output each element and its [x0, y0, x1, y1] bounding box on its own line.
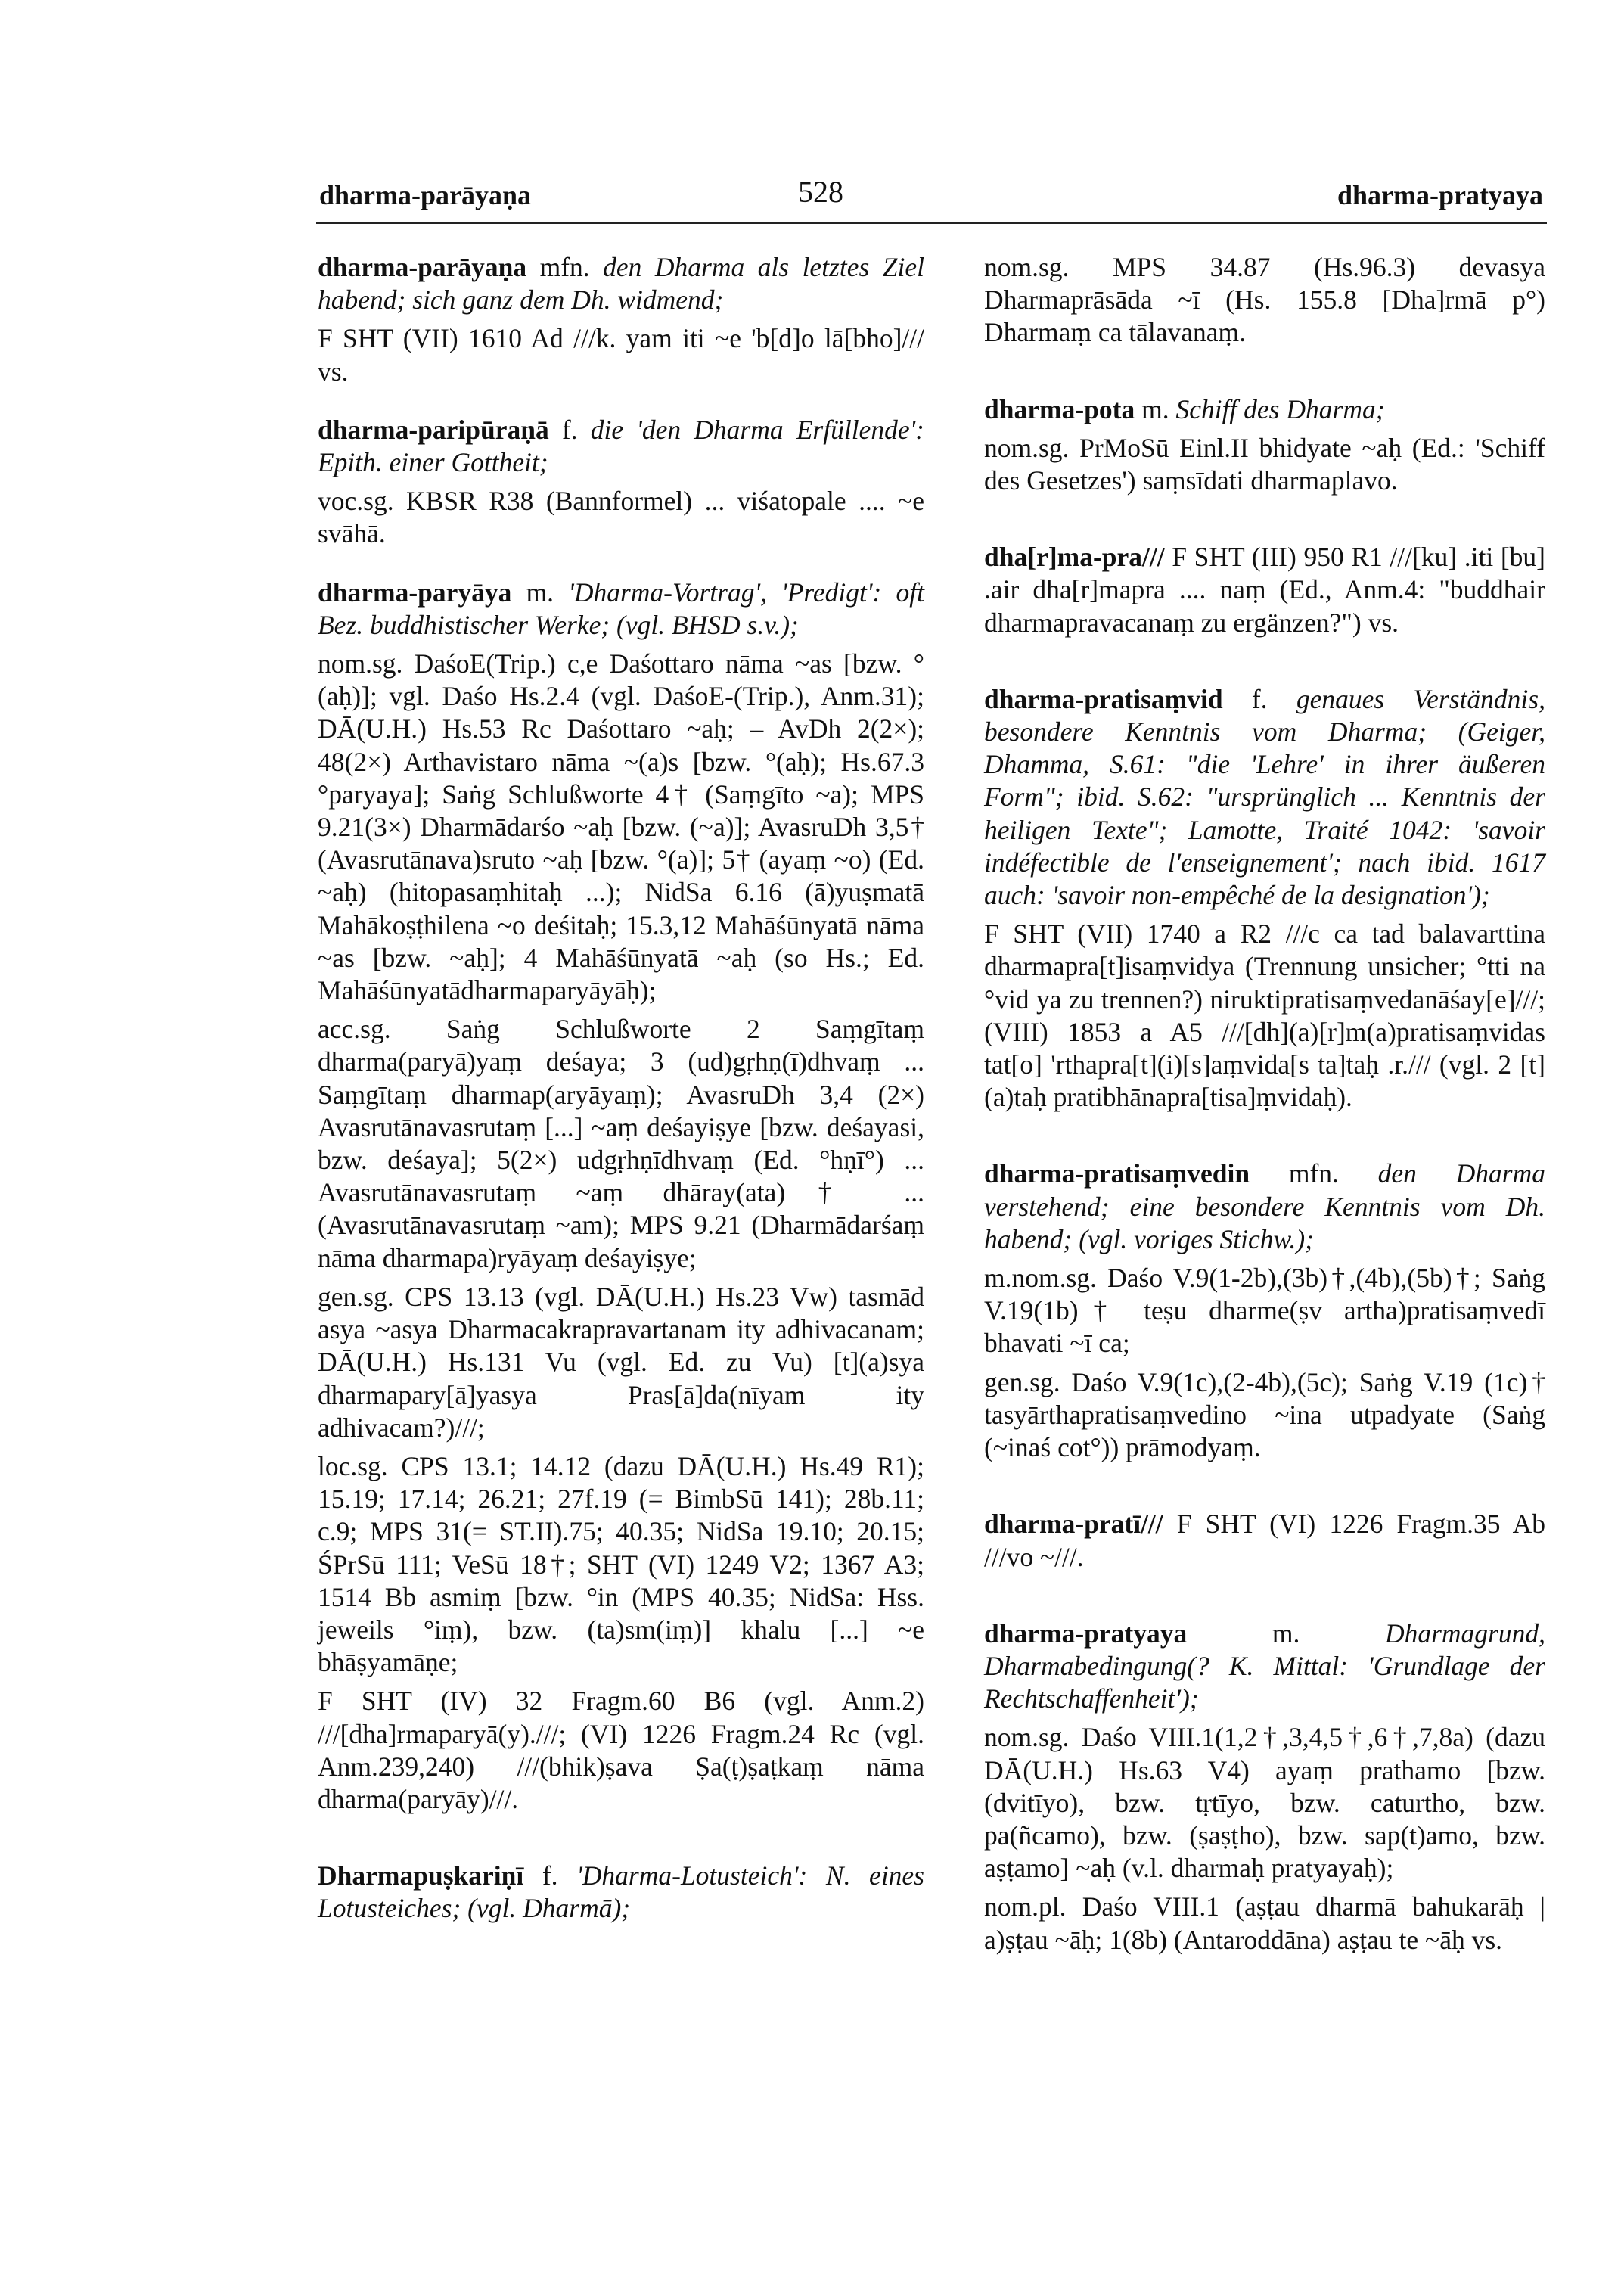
page-number: 528	[798, 175, 843, 209]
entry-grammar: mfn.	[526, 252, 604, 282]
entry-head	[984, 683, 1545, 912]
entry-citation: F SHT (VII) 1740 a R2 ///c ca tad balavarttina dharmapra[t]isaṃvidya (Trennung unsicher; °tti na °vid ya zu trennen?) niruktipratisaṃvedanāśay[e]///; (VIII) 1853 a A5 ///[dh](a)[r]m(a)pratisaṃvidas tat[o] 'rthapra[t](i)[s]aṃvida[s ta]taḥ .r./// (vgl. 2 [t](a)taḥ pratibhānapra[tisa]ṃvidaḥ).	[984, 918, 1545, 1113]
entry-head	[318, 1860, 924, 1925]
entry-grammar: mfn.	[1250, 1158, 1378, 1189]
entry-definition: genaues Verständnis, besondere Kenntnis vom Dharma; (Geiger, Dhamma, S.61: "die 'Lehre' in ihrer äußeren Form"; ibid. S.62: "ursprünglich ... Kenntnis der heiligen Texte"; Lamotte, Traité 1042: 'savoir indéfectible de l'enseignement'; nach ibid. 1617 auch: 'savoir non-empêché de la designation');	[984, 683, 1545, 911]
entry-citation-gen-sg: gen.sg. Daśo V.9(1c),(2-4b),(5c); Saṅg V.19 (1c)† tasyārthapratisaṃvedino ~ina utpadyate (Saṅg (~inaś cot°)) prāmodyaṃ.	[984, 1366, 1545, 1463]
entry-definition: den Dharma als letztes Ziel habend; sich ganz dem Dh. widmend;	[318, 252, 924, 315]
entry-citation: voc.sg. KBSR R38 (Bannformel) ... viśatopale .... ~e svāhā.	[318, 486, 924, 549]
entry-body: F SHT (VI) 1226 Fragm.35 Ab ///vo ~///.	[984, 1509, 1545, 1572]
entry-citation-nom-sg: nom.sg. Daśo VIII.1(1,2†,3,4,5†,6†,7,8a) (dazu DĀ(U.H.) Hs.63 V4) ayaṃ prathamo [bzw. (dvitīyo), bzw. tṛtīyo, bzw. caturtho, bzw. pa(ñcamo), bzw. (ṣaṣṭho), bzw. sap(t)amo, bzw. aṣṭamo] ~aḥ (v.l. dharmaḥ pratyayaḥ);	[984, 1722, 1545, 1884]
entry-citation-nom-sg: nom.sg. DaśoE(Trip.) c,e Daśottaro nāma ~as [bzw. °(aḥ)]; vgl. Daśo Hs.2.4 (vgl. DaśoE-(Trip.), Anm.31); DĀ(U.H.) Hs.53 Rc Daśottaro ~aḥ; – AvDh 2(2×); 48(2×) Arthavistaro nāma ~(a)s [bzw. °(aḥ); Hs.67.3 °paryaya]; Saṅg Schlußworte 4† (Saṃgīto ~a); MPS 9.21(3×) Dharmādarśo ~aḥ [bzw. (~a)]; AvasruDh 3,5† (Avasrutānava)sruto ~aḥ [bzw. °(a)]; 5† (ayaṃ ~o) (Ed. ~aḥ) (hitopasaṃhitaḥ ...); NidSa 6.16 (ā)yuṣmatā Mahākoṣṭhilena ~o deśitaḥ; 15.3,12 Mahāśūnyatā nāma ~as [bzw. ~aḥ]; 4 Mahāśūnyatā ~aḥ (so Hs.; Ed. Mahāśūnyatādharmaparyāyāḥ);	[318, 648, 924, 1006]
entry-citation: nom.sg. MPS 34.87 (Hs.96.3) devasya Dharmaprāsāda ~ī (Hs. 155.8 [Dha]rmā p°) Dharmaṃ ca tālavanaṃ.	[984, 252, 1545, 348]
entry-definition: Schiff des Dharma;	[1175, 393, 1385, 424]
dictionary-entry	[984, 1158, 1545, 1464]
entry-head	[984, 1158, 1545, 1256]
entry-head	[318, 414, 924, 479]
entry-definition: den Dharma verstehend; eine besondere Kenntnis vom Dh. habend; (vgl. voriges Stichw.);	[984, 1158, 1545, 1254]
dictionary-entry	[318, 576, 924, 1816]
entry-headword: dharma-pota	[984, 393, 1135, 424]
entry-grammar: f.	[548, 414, 591, 445]
entry-headword: dha[r]ma-pra///	[984, 542, 1165, 573]
entry-grammar: f.	[523, 1860, 577, 1891]
entry-citation-nom-sg: m.nom.sg. Daśo V.9(1-2b),(3b)†,(4b),(5b)†; Saṅg V.19(1b)† teṣu dharme(ṣv artha)pratisaṃvedī bhavati ~ī ca;	[984, 1263, 1545, 1359]
dictionary-entry	[984, 1618, 1545, 1956]
dictionary-entry	[318, 1860, 924, 1925]
entry-citation-fragments: F SHT (IV) 32 Fragm.60 B6 (vgl. Anm.2) ///[dha]rmaparyā(y).///; (VI) 1226 Fragm.24 Rc (vgl. Anm.239,240) ///(bhik)ṣava Ṣa(ṭ)ṣaṭkaṃ nāma dharma(paryāy)///.	[318, 1686, 924, 1814]
entry-headword: dharma-pratisaṃvedin	[984, 1158, 1250, 1189]
entry-citation-nom-pl: nom.pl. Daśo VIII.1 (aṣṭau dharmā bahukarāḥ | a)ṣṭau ~āḥ; 1(8b) (Antaroddāna) aṣṭau te ~āḥ vs.	[984, 1891, 1545, 1955]
entry-citation-loc-sg: loc.sg. CPS 13.1; 14.12 (dazu DĀ(U.H.) Hs.49 R1); 15.19; 17.14; 26.21; 27f.19 (= BimbSū 141); 28b.11; c.9; MPS 31(= ST.II).75; 40.35; NidSa 19.10; 20.15; ŚPrSū 111; VeSū 18†; SHT (VI) 1249 V2; 1367 A3; 1514 Bb asmiṃ [bzw. °in (MPS 40.35; NidSa: Hss. jeweils °iṃ), bzw. (ta)sm(iṃ)] khalu [...] ~e bhāṣyamāṇe;	[318, 1450, 924, 1678]
entry-grammar: m.	[511, 576, 569, 608]
entry-head	[984, 541, 1545, 639]
dictionary-entry-continued	[984, 251, 1545, 350]
entry-citation-gen-sg: gen.sg. CPS 13.13 (vgl. DĀ(U.H.) Hs.23 Vw) tasmād asya ~asya Dharmacakrapravartanam ity adhivacanam; DĀ(U.H.) Hs.131 Vu (vgl. Ed. zu Vu) [t](a)sya dharmapary[ā]yasya Pras[ā]da(nīyam ity adhivacam?)///;	[318, 1281, 924, 1443]
entry-headword: Dharmapuṣkariṇī	[318, 1860, 524, 1891]
entry-grammar: m.	[1135, 393, 1176, 424]
entry-head	[318, 576, 924, 642]
running-head-left: dharma-parāyaṇa	[319, 180, 532, 210]
entry-citation: nom.sg. PrMoSū Einl.II bhidyate ~aḥ (Ed.: 'Schiff des Gesetzes') saṃsīdati dharmaplavo.	[984, 432, 1545, 496]
dictionary-entry	[984, 683, 1545, 1114]
entry-headword: dharma-paripūraṇā	[318, 414, 549, 445]
entry-head	[984, 393, 1545, 426]
entry-definition: 'Dharma-Vortrag', 'Predigt': oft Bez. buddhistischer Werke; (vgl. BHSD s.v.);	[318, 576, 924, 640]
dictionary-entry	[984, 1508, 1545, 1573]
entry-headword: dharma-pratyaya	[984, 1618, 1188, 1649]
entry-head	[318, 251, 924, 316]
entry-grammar: f.	[1222, 683, 1296, 714]
entry-headword: dharma-pratisaṃvid	[984, 683, 1223, 714]
entry-headword: dharma-pratī///	[984, 1509, 1163, 1540]
header-rule	[316, 222, 1547, 224]
dictionary-entry	[984, 541, 1545, 639]
entry-body: F SHT (III) 950 R1 ///[ku] .iti [bu] .air dha[r]mapra .... naṃ (Ed., Anm.4: "buddhair dharmapravacanaṃ zu ergänzen?") vs.	[984, 542, 1545, 638]
left-column	[318, 251, 924, 1951]
right-column	[984, 251, 1545, 1982]
entry-grammar: m.	[1187, 1618, 1385, 1649]
entry-head	[984, 1618, 1545, 1716]
running-head-right: dharma-pratyaya	[1337, 180, 1543, 210]
entry-definition: 'Dharma-Lotusteich': N. eines Lotusteiches; (vgl. Dharmā);	[318, 1860, 925, 1924]
entry-citation-acc-sg: acc.sg. Saṅg Schlußworte 2 Saṃgītaṃ dharma(paryā)yaṃ deśaya; 3 (ud)gṛhṇ(ī)dhvaṃ ... Saṃgītaṃ dharmap(aryāyaṃ); AvasruDh 3,4 (2×) Avasrutānavasrutaṃ [...] ~aṃ deśayiṣye [bzw. deśayasi, bzw. deśaya]; 5(2×) udgṛhṇīdhvaṃ (Ed. °hṇī°) ... Avasrutānavasrutaṃ ~aṃ dhāray(ata)† ... (Avasrutānavasrutaṃ ~am); MPS 9.21 (Dharmādarśaṃ nāma dharmapa)ryāyaṃ deśayiṣye;	[318, 1014, 924, 1273]
entry-headword: dharma-parāyaṇa	[318, 252, 527, 282]
entry-definition: die 'den Dharma Erfüllende': Epith. einer Gottheit;	[318, 414, 924, 478]
dictionary-entry	[318, 414, 924, 551]
entry-definition: Dharmagrund, Dharmabedingung(? K. Mittal: 'Grundlage der Rechtschaffenheit');	[984, 1618, 1545, 1714]
entry-headword: dharma-paryāya	[318, 576, 512, 608]
entry-head	[984, 1508, 1545, 1573]
dictionary-entry	[318, 251, 924, 388]
dictionary-entry	[984, 393, 1545, 498]
entry-citation: F SHT (VII) 1610 Ad ///k. yam iti ~e 'b[d]o lā[bho]/// vs.	[318, 323, 924, 387]
